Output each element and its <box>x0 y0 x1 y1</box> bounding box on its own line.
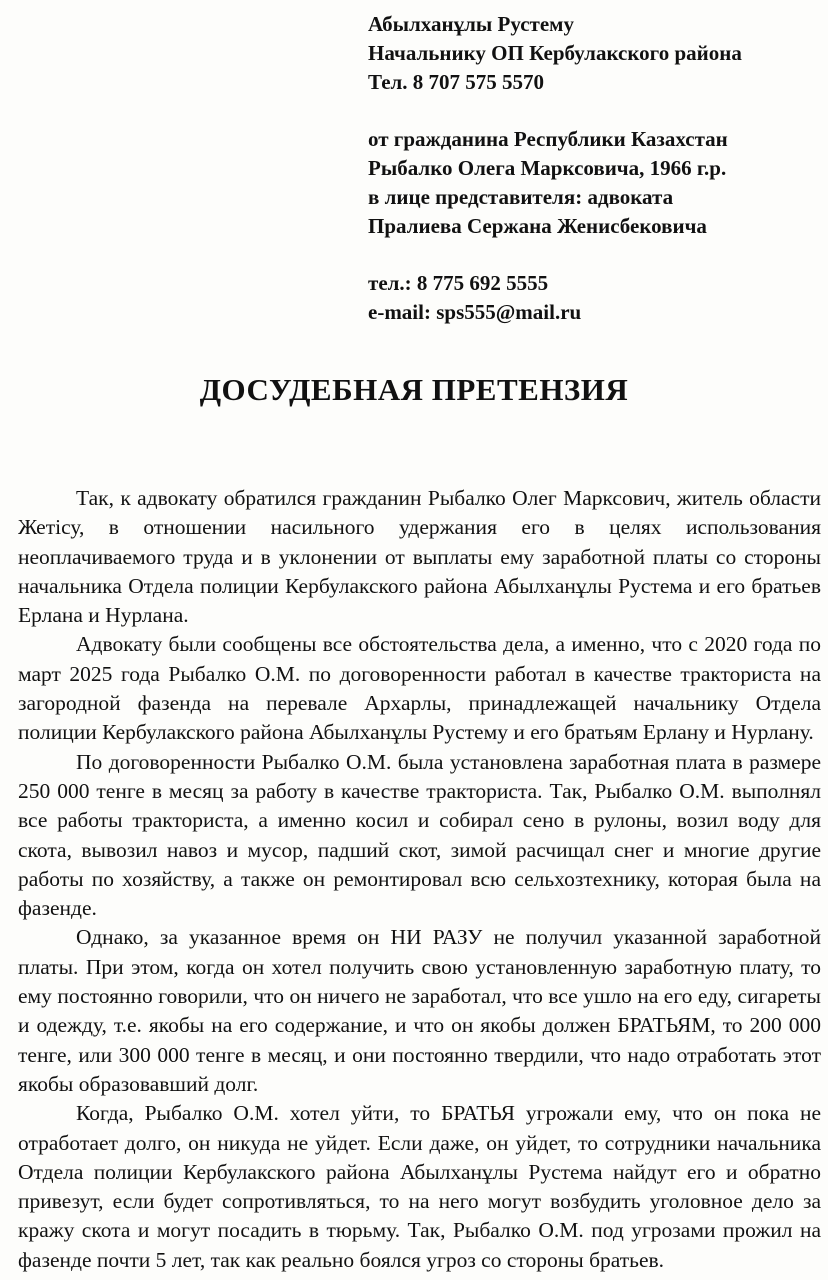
contact-phone: тел.: 8 775 692 5555 <box>368 271 549 295</box>
paragraph-3: По договоренности Рыбалко О.М. была установлена заработная плата в размере 250 000 тенге в месяц за работу в качестве тракториста. Так, Рыбалко О.М. выполнял все работы тракториста, а именно косил и собирал сено в рулоны, возил воду для скота, вывозил навоз и мусор, падший скот, зимой расчищал снег и многие другие работы по хозяйству, а также он ремонтировал всю сельхозтехнику, которая была на фазенде. <box>18 749 821 921</box>
contact-email: e-mail: sps555@mail.ru <box>368 300 582 324</box>
paragraph-1: Так, к адвокату обратился гражданин Рыбалко Олег Марксович, житель области Жетісу, в отношении насильного удержания его в целях использования неоплачиваемого труда и в уклонении от выплаты ему заработной платы со стороны начальника Отдела полиции Кербулакского района Абылханұлы Рустема и его братьев Ерлана и Нурлана. <box>18 486 821 628</box>
addressee-name: Абылханұлы Рустему <box>368 12 574 36</box>
addressee-block <box>368 10 813 97</box>
sender-citizenship: от гражданина Республики Казахстан <box>368 127 728 151</box>
sender-representative-label: в лице представителя: адвоката <box>368 185 674 209</box>
representative-name: Пралиева Сержана Женисбековича <box>368 214 707 238</box>
paragraph-2: Адвокату были сообщены все обстоятельства дела, а именно, что с 2020 года по март 2025 года Рыбалко О.М. по договоренности работал в качестве тракториста на загородной фазенда на перевале Архарлы, принадлежащей начальнику Отдела полиции Кербулакского района Абылханұлы Рустему и его братьям Ерлану и Нурлану. <box>18 632 821 745</box>
sender-block <box>368 125 813 241</box>
letter-header <box>368 10 813 327</box>
document-title: ДОСУДЕБНАЯ ПРЕТЕНЗИЯ <box>199 372 629 407</box>
paragraph-5: Когда, Рыбалко О.М. хотел уйти, то БРАТЬЯ угрожали ему, что он пока не отработает долго, он никуда не уйдет. Если даже, он уйдет, то сотрудники начальника Отдела полиции Кербулакского района Абылханұлы Рустема найдут его и обратно привезут, если будет сопротивляться, то на него могут возбудить уголовное дело за кражу скота и могут посадить в тюрьму. Так, Рыбалко О.М. под угрозами прожил на фазенде почти 5 лет, так как реально боялся угроз со стороны братьев. <box>18 1101 821 1272</box>
paragraph-4: Однако, за указанное время он НИ РАЗУ не получил указанной заработной платы. При этом, когда он хотел получить свою установленную заработную плату, то ему постоянно говорили, что он ничего не заработал, что все ушло на его еду, сигареты и одежду, т.е. якобы на его содержание, и что он якобы должен БРАТЬЯМ, то 200 000 тенге, или 300 000 тенге в месяц, и они постоянно твердили, что надо отработать этот якобы образовавший долг. <box>18 925 821 1096</box>
addressee-phone: Тел. 8 707 575 5570 <box>368 70 545 94</box>
document-body <box>18 484 821 1275</box>
sender-name: Рыбалко Олега Марксовича, 1966 г.р. <box>368 156 727 180</box>
contacts-block <box>368 269 813 327</box>
addressee-position: Начальнику ОП Кербулакского района <box>368 41 742 65</box>
